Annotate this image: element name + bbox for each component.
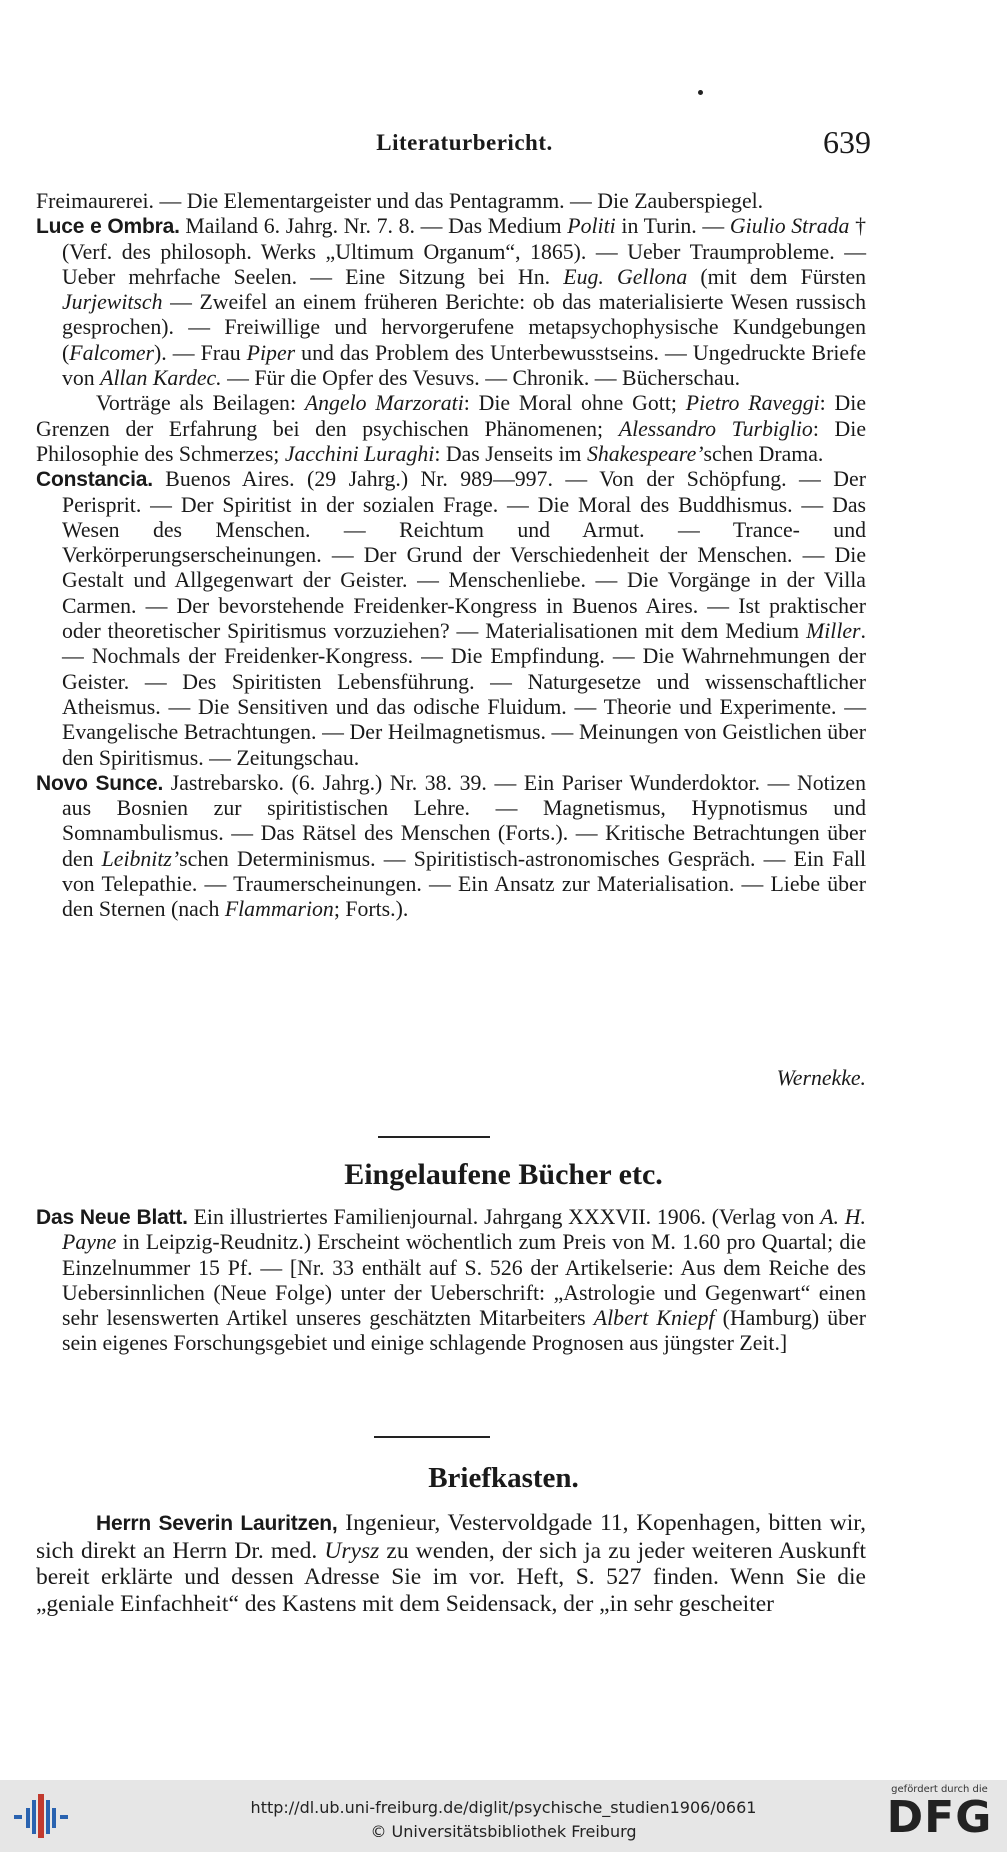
text-run: — Zweifel an einem früheren Berichte: ob das materialisierte Wesen russisch gesprochen). — Freiwillige und hervorgerufene metapsychophysische Kundgebungen ( [62,290,866,365]
italic-name: A. H. Payne [62,1205,867,1255]
signature: Wernekke. [776,1066,866,1090]
italic-name: Allan Kardec. [100,366,222,391]
italic-name: Angelo Marzorati [304,391,464,416]
italic-name: Albert Kniepf [593,1306,715,1331]
italic-name: Jurjewitsch [62,290,163,315]
books-heading: Eingelaufene Bücher etc. [344,1158,663,1191]
permalink-url[interactable]: http://dl.ub.uni-freiburg.de/diglit/psychische_studien1906/0661 [250,1798,757,1817]
entry-title: Luce e Ombra. [36,215,180,239]
text-run: ). — Frau [154,340,247,365]
text-run: in Leipzig-Reudnitz.) Erscheint wöchentlich zum Preis von M. 1.60 pro Quartal; die Einzelnummer 15 Pf. — [Nr. 33 enthält auf S. 526 der Artikelserie: Aus dem Reiche des Uebersinnlichen (Neue Folge) unter der Ueberschrift: „Astrologie und Gegenwart“ einen sehr lesenswerten Artikel unseres geschätzten Mitarbeiters [62,1230,866,1331]
text-run: Freimaurerei. — Die Elementargeister und das Pentagramm. — Die Zauberspiegel. [36,189,764,213]
text-run: (Hamburg) über sein eigenes Forschungsgebiet und einige schlagende Prognosen aus jüngster Zeit.] [62,1306,866,1356]
text-run: . — Nochmals der Freidenker-Kongress. — Die Empfindung. — Die Wahrnehmungen der Geister. — Des Spiritisten Lebensführung. — Naturgesetze und wissenschaftlicher Atheismus. — Die Sensitiven und das odische Fluidum. — Theorie und Experimente. — Evangelische Betrachtungen. — Der Heilmagnetismus. — Meinungen von Geistlichen über den Spiritismus. — Zeitungschau. [62,619,866,770]
italic-name: Piper [246,340,296,365]
italic-name: Alessandro Turbiglio [618,416,813,441]
entry-title: Novo Sunce. [36,771,164,795]
italic-name: Flammarion [224,897,334,922]
copyright-notice: © Universitätsbibliothek Freiburg [370,1822,637,1841]
text-run: Ein illustriertes Familienjournal. Jahrgang XXXVII. 1906. (Verlag von [187,1205,821,1229]
running-title: Literaturbericht. [376,130,553,155]
text-run: Mailand 6. Jahrg. Nr. 7. 8. — Das Medium [179,214,568,239]
divider-rule [378,1136,490,1138]
italic-name: Shakespeare’ [586,441,704,466]
periodical-entry [36,214,866,391]
text-run: ; Forts.). [333,897,409,922]
text-run: : Das Jenseits im [434,441,587,466]
text-run: schen Determinismus. — Spiritistisch-astronomisches Gespräch. — Ein Fall von Telepathie. — Traumerscheinungen. — Ein Ansatz zur Materialisation. — Liebe über den Sternen (nach [62,846,867,922]
ink-dot [698,90,703,95]
text-run: — Für die Opfer des Vesuvs. — Chronik. — Bücherschau. [221,366,741,391]
italic-name: Leibnitz’ [101,846,180,871]
indented-paragraph [36,391,866,467]
italic-name: Politi [567,214,616,239]
continued-paragraph [36,189,866,214]
signature-line [36,1066,866,1092]
books-section [36,1205,866,1357]
text-run: (mit dem Fürsten [687,264,867,289]
italic-name: Urysz [324,1537,380,1564]
text-run: Buenos Aires. (29 Jahrg.) Nr. 989—997. — Von der Schöpfung. — Der Perisprit. — Der Spiritist in der sozialen Frage. — Die Moral des Buddhismus. — Das Wesen des Menschen. — Reichtum und Armut. — Trance- und Verkörperungserscheinungen. — Der Grund der Verschiedenheit der Menschen. — Die Gestalt und Allgegenwart der Geister. — Menschenliebe. — Die Vorgänge in der Villa Carmen. — Der bevorstehende Freidenker-Kongress in Buenos Aires. — Ist praktischer oder theoretischer Spiritismus vorzuziehen? — Materialisationen mit dem Medium [62,467,866,644]
italic-name: Miller [806,619,861,644]
text-run: : Die Moral ohne Gott; [463,391,686,416]
footer-bar [0,1780,1007,1852]
text-run: : Die Philosophie des Schmerzes; [36,416,866,466]
italic-name: Jacchini Luraghi [284,441,435,466]
indented-paragraph [36,1510,866,1617]
dfg-tagline: gefördert durch die [891,1784,988,1795]
text-run: zu wenden, der sich ja zu jeder weiteren Auskunft bereit erklärte und dessen Adresse Sie im vor. Heft, S. 527 finden. Wenn Sie die „geniale Einfachheit“ des Kastens mit dem Seidensack, der „in sehr gescheiter [36,1537,866,1617]
literature-section [36,189,866,923]
text-run: schen Drama. [703,441,824,466]
periodical-entry [36,1205,866,1357]
italic-name: Falcomer [69,340,155,365]
text-run: und das Problem des Unterbewusstseins. — Ungedruckte Briefe von [62,340,867,391]
page-number: 639 [823,124,871,160]
text-run: : Die Grenzen der Erfahrung bei den psychischen Phänomenen; [36,391,867,441]
letters-section [36,1510,866,1617]
periodical-entry [36,467,866,771]
text-run: Ingenieur, Vestervoldgade 11, Kopenhagen, bitten wir, sich direkt an Herrn Dr. med. [36,1510,866,1564]
text-run: Vorträge als Beilagen: [96,391,305,416]
divider-rule [374,1436,490,1438]
text-run: Jastrebarsko. (6. Jahrg.) Nr. 38. 39. — Ein Pariser Wunderdoktor. — Notizen aus Bosnien zur spiritistischen Lehre. — Magnetismus, Hypnotismus und Somnambulismus. — Das Rätsel des Menschen (Forts.). — Kritische Betrachtungen über den [62,770,866,871]
text-run: † (Verf. des philosoph. Werks „Ultimum Organum“, 1865). — Ueber Traumprobleme. — Ueber mehrfache Seelen. — Eine Sitzung bei Hn. [62,214,866,289]
entry-title: Das Neue Blatt. [36,1206,188,1229]
italic-name: Eug. Gellona [563,264,688,289]
letters-heading: Briefkasten. [428,1462,579,1494]
periodical-entry [36,771,866,923]
dfg-logo [882,1784,997,1850]
entry-title: Herrn Severin Lauritzen, [96,1512,338,1535]
entry-title: Constancia. [36,468,153,492]
dfg-wordmark: DFG [886,1792,993,1843]
text-run: in Turin. — [615,214,730,239]
italic-name: Giulio Strada [729,214,850,239]
page-header [62,124,871,164]
italic-name: Pietro Raveggi [685,391,820,416]
